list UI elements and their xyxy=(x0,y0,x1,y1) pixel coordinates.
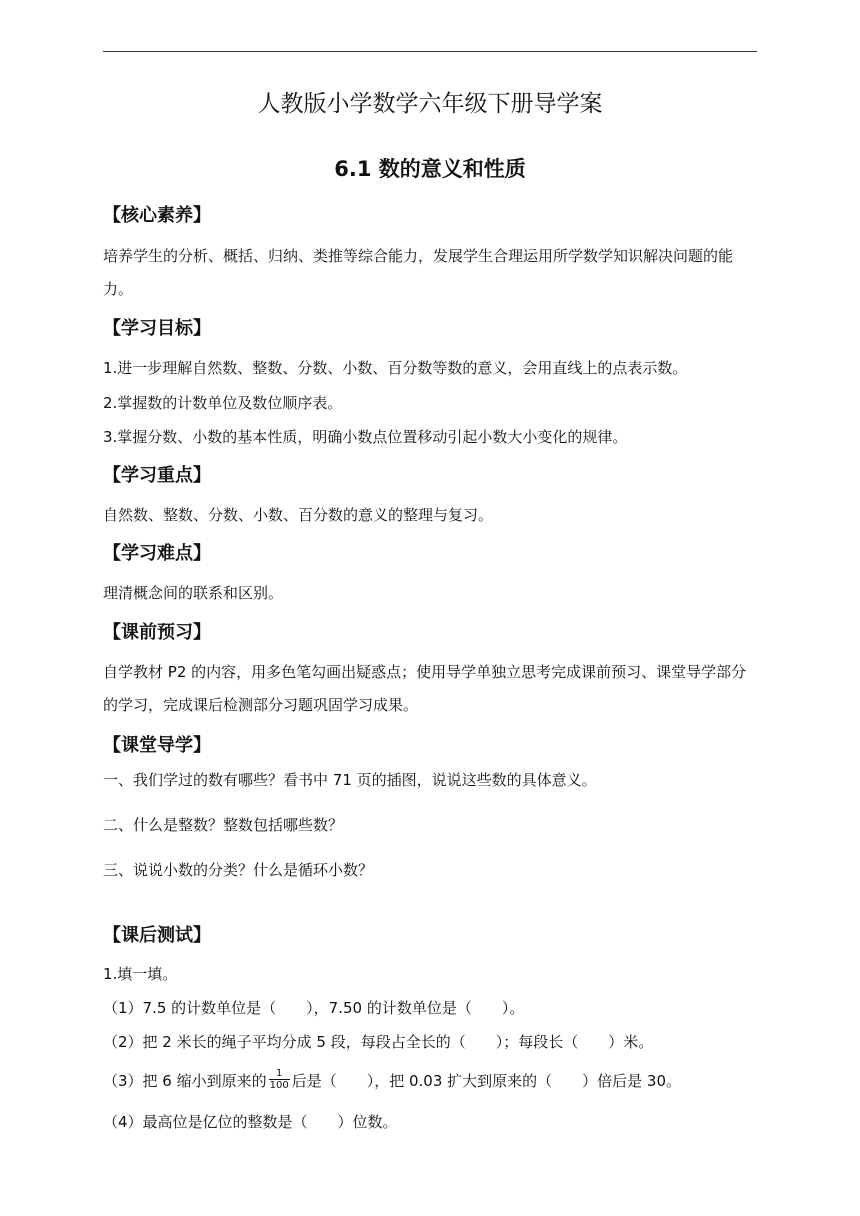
lesson-title: 6.1 数的意义和性质 xyxy=(334,157,526,181)
fraction-denominator: 100 xyxy=(269,1080,289,1091)
test-question-2: （2）把 2 米长的绳子平均分成 5 段，每段占全长的（ ）；每段长（ ）米。 xyxy=(103,1033,654,1051)
key-points-text: 自然数、整数、分数、小数、百分数的意义的整理与复习。 xyxy=(103,506,494,524)
class-guide-item-1: 一、我们学过的数有哪些？看书中 71 页的插图，说说这些数的具体意义。 xyxy=(103,771,597,789)
after-class-test-heading: 【课后测试】 xyxy=(103,925,211,946)
header-rule xyxy=(103,51,757,52)
learning-goal-3: 3.掌握分数、小数的基本性质，明确小数点位置移动引起小数大小变化的规律。 xyxy=(103,428,628,446)
preview-heading: 【课前预习】 xyxy=(103,622,211,643)
difficulties-text: 理清概念间的联系和区别。 xyxy=(103,584,284,602)
test-intro: 1.填一填。 xyxy=(103,965,178,983)
learning-goals-heading: 【学习目标】 xyxy=(103,318,211,339)
test-question-3-after: 后是（ ），把 0.03 扩大到原来的（ ）倍后是 30。 xyxy=(291,1072,682,1090)
core-competency-text: 培养学生的分析、概括、归纳、类推等综合能力，发展学生合理运用所学数学知识解决问题的能力。 xyxy=(103,247,734,298)
class-guide-item-3: 三、说说小数的分类？什么是循环小数？ xyxy=(103,861,374,879)
test-question-1: （1）7.5 的计数单位是（ ），7.50 的计数单位是（ ）。 xyxy=(103,999,525,1017)
preview-text: 自学教材 P2 的内容，用多色笔勾画出疑惑点；使用导学单独立思考完成课前预习、课堂导学部分的学习，完成课后检测部分习题巩固学习成果。 xyxy=(103,663,747,714)
test-question-4: （4）最高位是亿位的整数是（ ）位数。 xyxy=(103,1113,398,1131)
difficulties-heading: 【学习难点】 xyxy=(103,543,211,564)
key-points-heading: 【学习重点】 xyxy=(103,465,211,486)
learning-goal-1: 1.进一步理解自然数、整数、分数、小数、百分数等数的意义，会用直线上的点表示数。 xyxy=(103,359,688,377)
learning-goal-2: 2.掌握数的计数单位及数位顺序表。 xyxy=(103,394,343,412)
fraction xyxy=(269,1068,290,1091)
test-question-3-before: （3）把 6 缩小到原来的 xyxy=(103,1072,267,1090)
document-title: 人教版小学数学六年级下册导学案 xyxy=(257,91,603,117)
class-guide-item-2: 二、什么是整数？整数包括哪些数？ xyxy=(103,816,344,834)
core-competency-heading: 【核心素养】 xyxy=(103,205,211,226)
test-question-3 xyxy=(103,1070,681,1093)
fraction-numerator: 1 xyxy=(269,1068,290,1080)
class-guide-heading: 【课堂导学】 xyxy=(103,735,211,756)
